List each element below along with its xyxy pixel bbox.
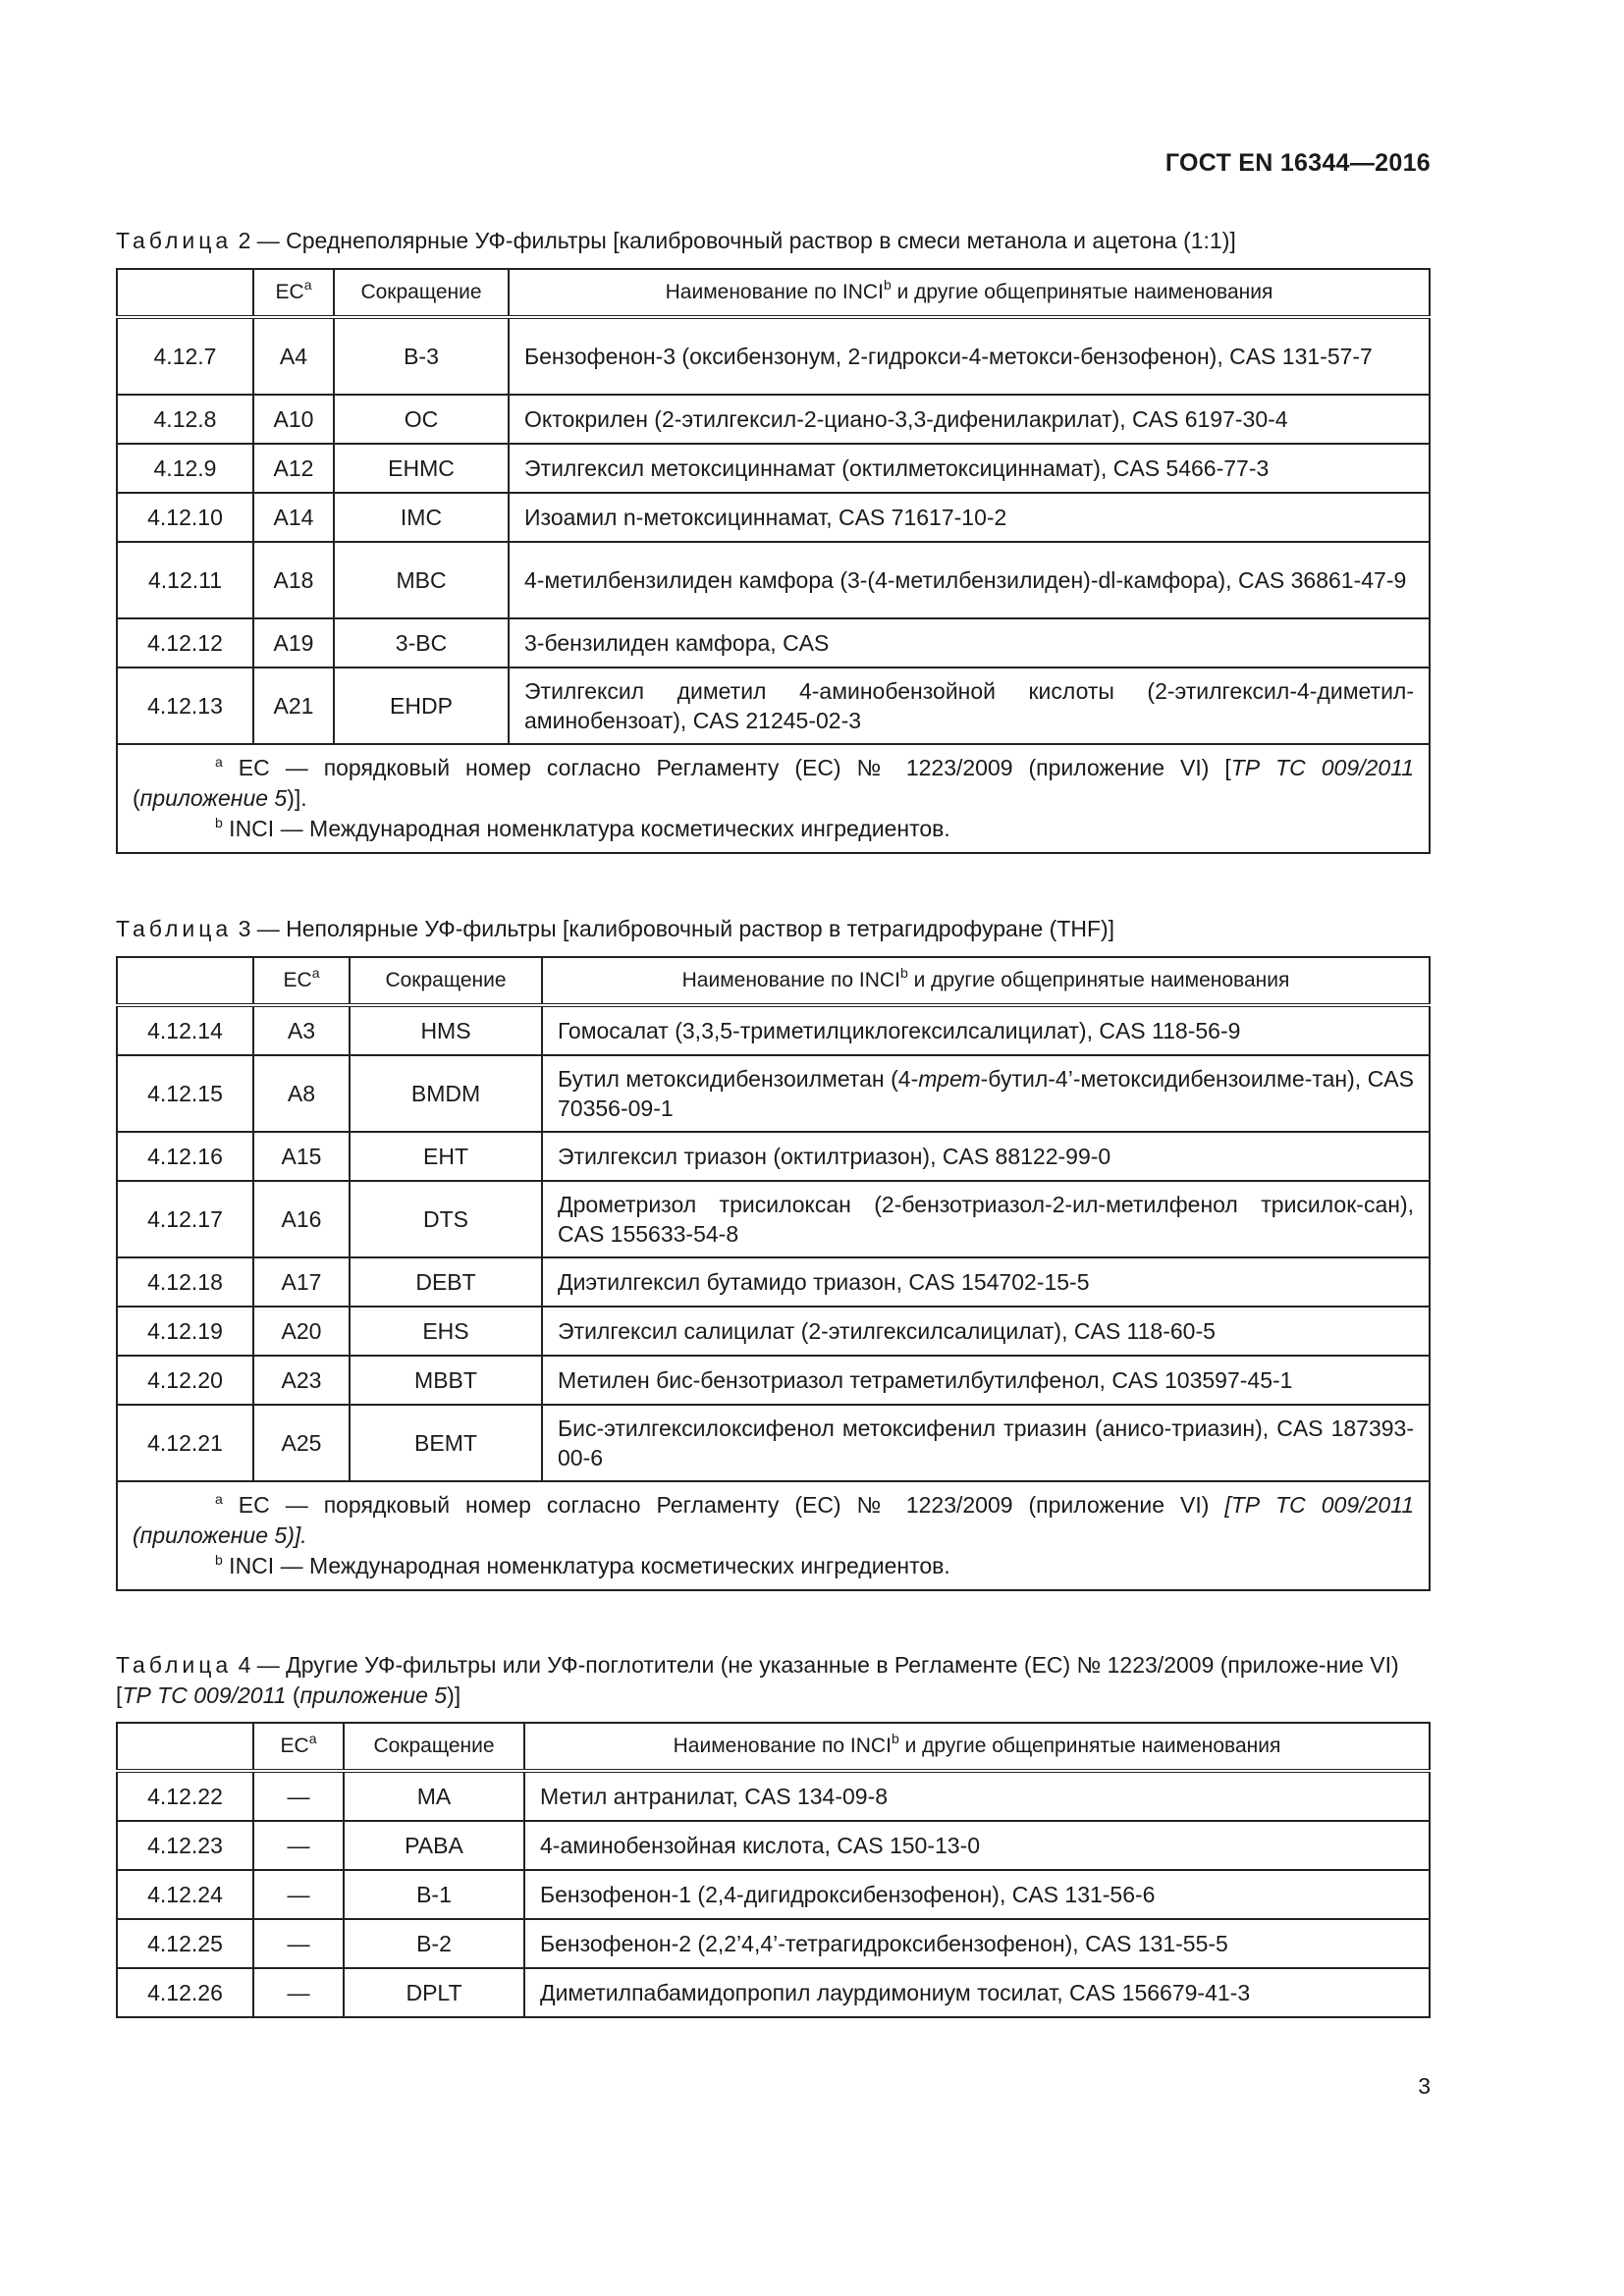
row-name: Бензофенон-2 (2,2’4,4’-тетрагидроксибензофенон), CAS 131-55-5	[524, 1919, 1430, 1968]
row-name: Изоамил n-метоксициннамат, CAS 71617-10-2	[509, 493, 1430, 542]
footnote-b: $^b$ INCI — Международная номенклатура косметических ингредиентов.	[215, 1552, 950, 1578]
caption-word: Таблица	[116, 916, 233, 941]
table-4-caption: Таблица 4 — Другие УФ-фильтры или УФ-поглотители (не указанные в Регламенте (EC) № 1223/2009 (приложе-ние VI) [ТР ТС 009/2011 (приложение 5)]	[116, 1652, 1399, 1708]
table-row	[117, 1055, 1430, 1132]
row-ec: A10	[253, 395, 334, 444]
row-ec: A12	[253, 444, 334, 493]
header-name: Наименование по INCI$^b$ и другие общепринятые наименования	[542, 957, 1430, 1005]
table-row	[117, 1005, 1430, 1055]
row-abbr: DEBT	[350, 1257, 542, 1307]
row-abbr: DTS	[350, 1181, 542, 1257]
row-name: Этилгексил метоксициннамат (октилметоксициннамат), CAS 5466-77-3	[509, 444, 1430, 493]
row-num: 4.12.26	[117, 1968, 253, 2017]
table-row	[117, 667, 1430, 744]
row-name: Этилгексил триазон (октилтриазон), CAS 88122-99-0	[542, 1132, 1430, 1181]
table-row	[117, 1307, 1430, 1356]
row-ec: —	[253, 1968, 344, 2017]
row-abbr: B-3	[334, 317, 509, 395]
table-3	[116, 956, 1431, 1591]
table-row	[117, 1919, 1430, 1968]
row-abbr: BEMT	[350, 1405, 542, 1481]
row-ec: A15	[253, 1132, 350, 1181]
row-ec: A3	[253, 1005, 350, 1055]
table-row	[117, 1356, 1430, 1405]
row-abbr: IMC	[334, 493, 509, 542]
row-ec: A25	[253, 1405, 350, 1481]
row-num: 4.12.17	[117, 1181, 253, 1257]
row-num: 4.12.21	[117, 1405, 253, 1481]
row-abbr: DPLT	[344, 1968, 524, 2017]
table-header-row	[117, 269, 1430, 317]
row-ec: —	[253, 1870, 344, 1919]
row-abbr: PABA	[344, 1821, 524, 1870]
row-num: 4.12.10	[117, 493, 253, 542]
table-row	[117, 542, 1430, 618]
header-num	[117, 269, 253, 317]
row-ec: A19	[253, 618, 334, 667]
page-number: 3	[1418, 2073, 1431, 2099]
table-4	[116, 1722, 1431, 2018]
row-ec: A18	[253, 542, 334, 618]
table-row	[117, 317, 1430, 395]
row-abbr: EHDP	[334, 667, 509, 744]
row-abbr: B-2	[344, 1919, 524, 1968]
row-num: 4.12.8	[117, 395, 253, 444]
row-abbr: EHT	[350, 1132, 542, 1181]
row-name: Диметилпабамидопропил лаурдимониум тосилат, CAS 156679-41-3	[524, 1968, 1430, 2017]
caption-text: 3 — Неполярные УФ-фильтры [калибровочный раствор в тетрагидрофуране (THF)]	[232, 916, 1115, 941]
table-row	[117, 395, 1430, 444]
row-num: 4.12.24	[117, 1870, 253, 1919]
row-name: Октокрилен (2-этилгексил-2-циано-3,3-дифенилакрилат), CAS 6197-30-4	[509, 395, 1430, 444]
header-abbr: Сокращение	[350, 957, 542, 1005]
header-num	[117, 1723, 253, 1771]
row-num: 4.12.16	[117, 1132, 253, 1181]
header-num	[117, 957, 253, 1005]
row-name: Дрометризол трисилоксан (2-бензотриазол-2-ил-метилфенол трисилок-сан), CAS 155633-54-8	[542, 1181, 1430, 1257]
footnote-a: $^a$ EC — порядковый номер согласно Регламенту (EC) № 1223/2009 (приложение VI) [ТР ТС 009/2011 (приложение 5)].	[133, 1491, 1414, 1548]
table-notes-row	[117, 1481, 1430, 1590]
row-ec: A21	[253, 667, 334, 744]
row-ec: A17	[253, 1257, 350, 1307]
table-notes	[117, 744, 1430, 853]
row-ec: A14	[253, 493, 334, 542]
table-notes-row	[117, 744, 1430, 853]
table-2	[116, 268, 1431, 854]
row-abbr: MA	[344, 1771, 524, 1821]
row-ec: —	[253, 1919, 344, 1968]
header-abbr: Сокращение	[344, 1723, 524, 1771]
table-header-row	[117, 957, 1430, 1005]
row-num: 4.12.19	[117, 1307, 253, 1356]
header-ec: $EC^a$	[253, 1723, 344, 1771]
row-name: Бутил метоксидибензоилметан (4-трет-бутил-4’-метоксидибензоилме-тан), CAS 70356-09-1	[542, 1055, 1430, 1132]
row-abbr: EHS	[350, 1307, 542, 1356]
row-num: 4.12.7	[117, 317, 253, 395]
row-abbr: B-1	[344, 1870, 524, 1919]
table-row	[117, 1968, 1430, 2017]
row-name: Бензофенон-1 (2,4-дигидроксибензофенон), CAS 131-56-6	[524, 1870, 1430, 1919]
table-row	[117, 1181, 1430, 1257]
table-row	[117, 444, 1430, 493]
row-num: 4.12.22	[117, 1771, 253, 1821]
row-ec: A8	[253, 1055, 350, 1132]
caption-word: Таблица	[116, 228, 233, 253]
table-row	[117, 1405, 1430, 1481]
document-id: ГОСТ EN 16344—2016	[1164, 149, 1431, 177]
row-name: Бензофенон-3 (оксибензонум, 2-гидрокси-4-метокси-бензофенон), CAS 131-57-7	[509, 317, 1430, 395]
row-ec: A23	[253, 1356, 350, 1405]
row-ec: —	[253, 1821, 344, 1870]
caption-word: Таблица	[116, 1652, 233, 1678]
header-ec: $EC^a$	[253, 957, 350, 1005]
row-name: Гомосалат (3,3,5-триметилциклогексилсалицилат), CAS 118-56-9	[542, 1005, 1430, 1055]
table-row	[117, 1821, 1430, 1870]
caption-text: 4 — Другие УФ-фильтры или УФ-поглотители (не указанные в Регламенте (EC) № 1223/2009 (приложе-ние VI) [	[116, 1652, 1399, 1708]
header-abbr: Сокращение	[334, 269, 509, 317]
header-name: Наименование по INCI$^b$ и другие общепринятые наименования	[524, 1723, 1430, 1771]
row-name: Этилгексил салицилат (2-этилгексилсалицилат), CAS 118-60-5	[542, 1307, 1430, 1356]
row-num: 4.12.11	[117, 542, 253, 618]
table-2-caption	[116, 226, 1430, 256]
row-abbr: EHMC	[334, 444, 509, 493]
row-name: Метилен бис-бензотриазол тетраметилбутилфенол, CAS 103597-45-1	[542, 1356, 1430, 1405]
footnote-a: $^a$ EC — порядковый номер согласно Регламенту (EC) № 1223/2009 (приложение VI) [ТР ТС 009/2011 (приложение 5)].	[133, 754, 1414, 811]
row-num: 4.12.20	[117, 1356, 253, 1405]
row-name: Метил антранилат, CAS 134-09-8	[524, 1771, 1430, 1821]
caption-text: 2 — Среднеполярные УФ-фильтры [калибровочный раствор в смеси метанола и ацетона (1:1)]	[232, 228, 1236, 253]
row-num: 4.12.12	[117, 618, 253, 667]
row-num: 4.12.13	[117, 667, 253, 744]
row-name: 4-аминобензойная кислота, CAS 150-13-0	[524, 1821, 1430, 1870]
row-abbr: BMDM	[350, 1055, 542, 1132]
table-notes	[117, 1481, 1430, 1590]
table-row	[117, 1771, 1430, 1821]
table-row	[117, 1132, 1430, 1181]
row-abbr: OC	[334, 395, 509, 444]
row-name: Диэтилгексил бутамидо триазон, CAS 154702-15-5	[542, 1257, 1430, 1307]
row-ec: A4	[253, 317, 334, 395]
footnote-b: $^b$ INCI — Международная номенклатура косметических ингредиентов.	[215, 815, 950, 841]
header-name: Наименование по INCI$^b$ и другие общепринятые наименования	[509, 269, 1430, 317]
row-num: 4.12.15	[117, 1055, 253, 1132]
table-row	[117, 493, 1430, 542]
row-abbr: 3-BC	[334, 618, 509, 667]
row-num: 4.12.25	[117, 1919, 253, 1968]
row-abbr: MBBT	[350, 1356, 542, 1405]
row-name: 4-метилбензилиден камфора (3-(4-метилбензилиден)-dl-камфора), CAS 36861-47-9	[509, 542, 1430, 618]
table-3-caption	[116, 914, 1430, 944]
header-ec: $EC^a$	[253, 269, 334, 317]
row-ec: A16	[253, 1181, 350, 1257]
table-row	[117, 618, 1430, 667]
row-name: 3-бензилиден камфора, CAS	[509, 618, 1430, 667]
row-name: Этилгексил диметил 4-аминобензойной кислоты (2-этилгексил-4-диметил-аминобензоат), CAS 21245-02-3	[509, 667, 1430, 744]
row-num: 4.12.18	[117, 1257, 253, 1307]
table-row	[117, 1257, 1430, 1307]
row-num: 4.12.23	[117, 1821, 253, 1870]
row-abbr: HMS	[350, 1005, 542, 1055]
row-abbr: MBC	[334, 542, 509, 618]
row-ec: A20	[253, 1307, 350, 1356]
table-row	[117, 1870, 1430, 1919]
row-ec: —	[253, 1771, 344, 1821]
table-header-row	[117, 1723, 1430, 1771]
row-num: 4.12.14	[117, 1005, 253, 1055]
row-name: Бис-этилгексилоксифенол метоксифенил триазин (анисо-триазин), CAS 187393-00-6	[542, 1405, 1430, 1481]
row-num: 4.12.9	[117, 444, 253, 493]
